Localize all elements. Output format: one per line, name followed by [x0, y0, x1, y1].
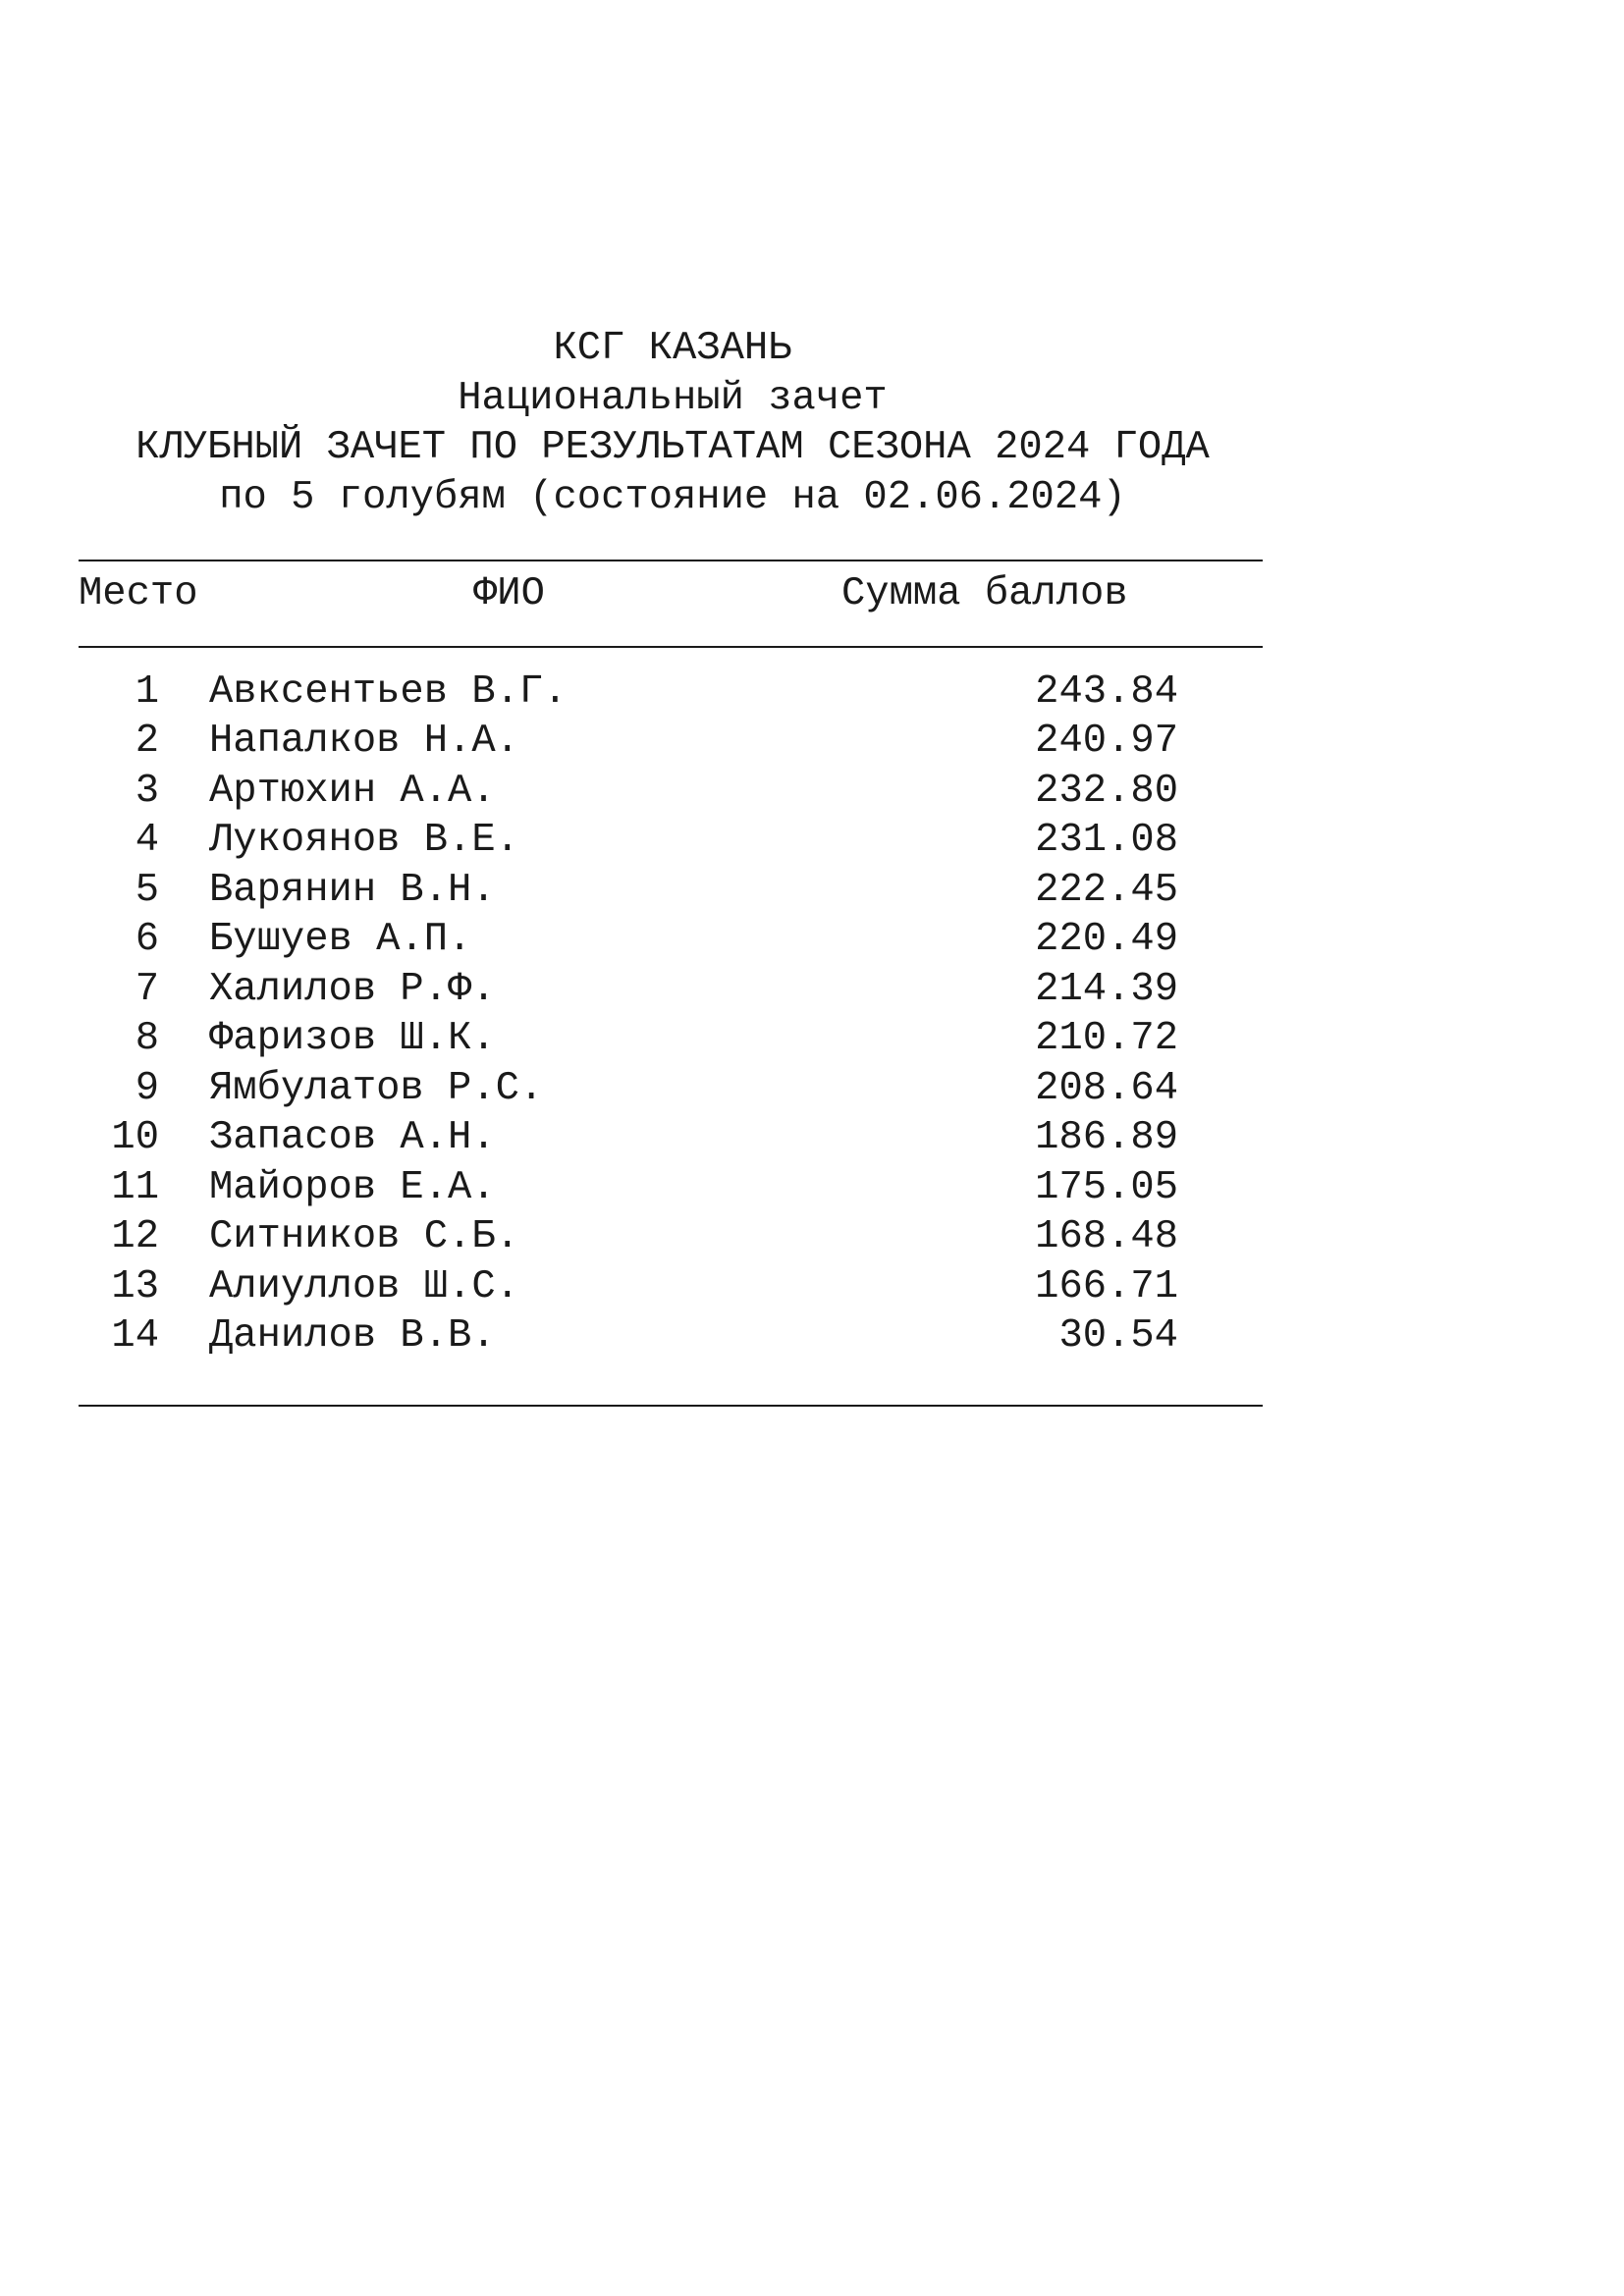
- table-header: [79, 569, 1267, 619]
- row-score: 243.84: [1035, 668, 1178, 715]
- competition-name: Национальный зачет: [458, 375, 888, 421]
- row-name: Ситников С.Б.: [209, 1214, 519, 1259]
- table-row: [79, 1113, 1267, 1163]
- row-score: 208.64: [1035, 1065, 1178, 1111]
- row-name: Авксентьев В.Г.: [209, 668, 568, 715]
- column-header-name: ФИО: [473, 571, 545, 616]
- row-place: 11: [111, 1164, 159, 1210]
- row-place: 3: [135, 768, 159, 814]
- table-row: [79, 1212, 1267, 1262]
- row-place: 9: [135, 1065, 159, 1111]
- row-place: 4: [135, 818, 159, 863]
- row-place: 7: [135, 966, 159, 1012]
- top-rule: [79, 560, 1263, 561]
- table-row: [79, 717, 1267, 767]
- row-score: 222.45: [1035, 867, 1178, 913]
- row-score: 30.54: [1058, 1313, 1178, 1359]
- document-subtitle: по 5 голубям (состояние на 02.06.2024): [219, 474, 1126, 520]
- table-row: [79, 1163, 1267, 1213]
- row-place: 5: [135, 867, 159, 913]
- row-name: Напалков Н.А.: [209, 719, 519, 764]
- table-row: [79, 1064, 1267, 1114]
- table-row: [79, 667, 1267, 718]
- row-place: 10: [111, 1115, 159, 1160]
- table-row: [79, 816, 1267, 866]
- bottom-rule: [79, 1405, 1263, 1407]
- document-title: КЛУБНЫЙ ЗАЧЕТ ПО РЕЗУЛЬТАТАМ СЕЗОНА 2024 ГОДА: [135, 425, 1210, 470]
- row-place: 12: [111, 1214, 159, 1259]
- column-header-score: Сумма баллов: [841, 571, 1128, 616]
- row-score: 175.05: [1035, 1164, 1178, 1210]
- row-score: 168.48: [1035, 1214, 1178, 1259]
- results-document: [79, 324, 1267, 1407]
- row-name: Майоров Е.А.: [209, 1164, 496, 1210]
- table-row: [79, 965, 1267, 1015]
- row-place: 13: [111, 1263, 159, 1309]
- column-header-place: Место: [79, 571, 198, 616]
- row-name: Варянин В.Н.: [209, 867, 496, 913]
- club-name: КСГ КАЗАНЬ: [553, 326, 792, 371]
- header-rule: [79, 646, 1263, 648]
- row-name: Фаризов Ш.К.: [209, 1016, 496, 1061]
- row-score: 210.72: [1035, 1016, 1178, 1061]
- row-name: Алиуллов Ш.С.: [209, 1263, 519, 1309]
- row-score: 220.49: [1035, 917, 1178, 962]
- row-name: Халилов Р.Ф.: [209, 966, 496, 1012]
- table-row: [79, 1262, 1267, 1312]
- row-name: Ямбулатов Р.С.: [209, 1065, 544, 1111]
- row-name: Данилов В.В.: [209, 1313, 496, 1359]
- row-place: 6: [135, 917, 159, 962]
- row-score: 231.08: [1035, 818, 1178, 863]
- row-score: 232.80: [1035, 768, 1178, 814]
- row-place: 1: [135, 668, 159, 715]
- row-name: Артюхин А.А.: [209, 768, 496, 814]
- row-score: 214.39: [1035, 966, 1178, 1012]
- table-row: [79, 767, 1267, 817]
- row-place: 14: [111, 1313, 159, 1359]
- row-score: 240.97: [1035, 719, 1178, 764]
- row-name: Запасов А.Н.: [209, 1115, 496, 1160]
- table-row: [79, 1014, 1267, 1064]
- table-row: [79, 915, 1267, 965]
- results-table-body: [79, 667, 1267, 1362]
- table-row: [79, 866, 1267, 916]
- row-name: Бушуев А.П.: [209, 917, 472, 962]
- row-place: 8: [135, 1016, 159, 1061]
- row-name: Лукоянов В.Е.: [209, 818, 519, 863]
- row-score: 166.71: [1035, 1263, 1178, 1309]
- row-place: 2: [135, 719, 159, 764]
- row-score: 186.89: [1035, 1115, 1178, 1160]
- table-row: [79, 1311, 1267, 1362]
